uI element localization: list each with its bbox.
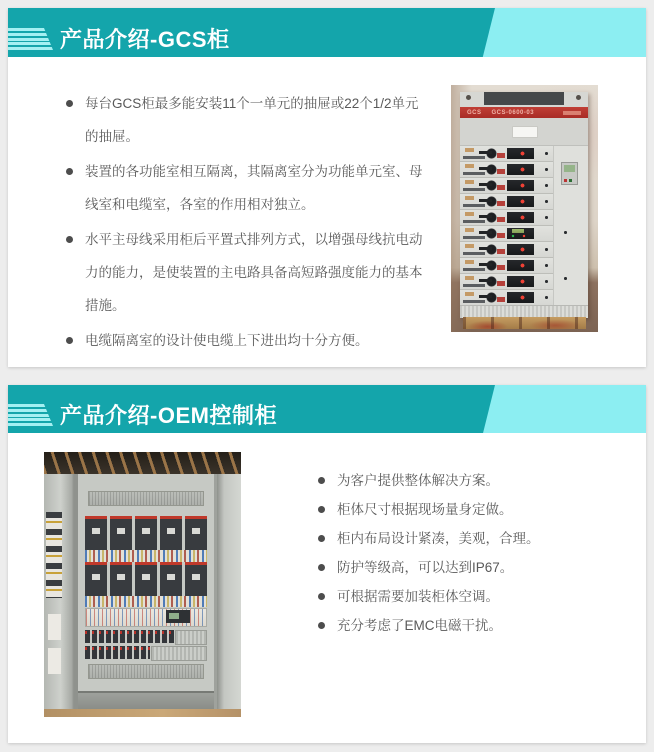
oem-panel-body: [8, 433, 646, 743]
oem-section: [8, 385, 646, 743]
header-diagonal-accent: [483, 8, 646, 57]
gcs-section-title: 产品介绍-GCS柜: [60, 27, 230, 52]
door-labels: [48, 614, 61, 640]
oem-bullet: 防护等级高，可以达到IP67。: [316, 553, 606, 582]
speed-lines-icon: [8, 28, 53, 50]
drawer-row: [460, 178, 553, 194]
gcs-bullet: 水平主母线采用柜后平置式排列方式，以增强母线抗电动力的能力，是使装置的主电路具备高短路强度能力的基本措施。: [64, 223, 426, 322]
wooden-pallet: [463, 317, 586, 329]
nameplate-maker-mark: [563, 111, 581, 115]
oem-cabinet-photo: [44, 452, 241, 717]
vfd-drive-row: [85, 516, 207, 550]
gcs-cabinet-photo: [451, 85, 598, 332]
gcs-section: [8, 8, 646, 367]
cabinet-base: [78, 691, 214, 709]
oem-bullet: 充分考虑了EMC电磁干扰。: [316, 611, 606, 640]
plc-module: [166, 610, 190, 623]
wiring-strip: [85, 550, 207, 562]
gcs-cabinet: [460, 92, 588, 318]
drawer-row: [460, 146, 553, 162]
oem-bullet: 柜内布局设计紧凑，美观，合理。: [316, 524, 606, 553]
din-rail-spare: [151, 646, 207, 661]
cabinet-main: [460, 146, 588, 305]
drawer-row: [460, 274, 553, 290]
relay-din-rail: [85, 646, 150, 659]
nameplate-model: GCS-0600-03: [491, 109, 535, 116]
oem-header-band: [8, 385, 646, 433]
gcs-bullet: 每台GCS柜最多能安装11个一单元的抽屉或22个1/2单元的抽屉。: [64, 87, 426, 153]
terminal-block-row: [85, 608, 207, 627]
drawer-row: [460, 162, 553, 178]
gcs-header-band: [8, 8, 646, 57]
cabinet-side-column: [553, 146, 588, 305]
oem-bullet: 可根据需要加装柜体空调。: [316, 582, 606, 611]
cabinet-interior: [74, 474, 217, 709]
wooden-floor: [44, 709, 241, 717]
gcs-bullet: 装置的各功能室相互隔离，其隔离室分为功能单元室、母线室和电缆室，各室的作用相对独立。: [64, 155, 426, 221]
wiring-strip: [85, 596, 207, 607]
cabinet-header-panel: [460, 118, 588, 146]
cable-duct-bottom: [88, 664, 204, 679]
gcs-bullet-list: [64, 87, 426, 359]
gcs-bullet: 电缆隔离室的设计使电缆上下进出均十分方便。: [64, 324, 426, 357]
header-diagonal-accent: [483, 385, 646, 433]
oem-bullet: 为客户提供整体解决方案。: [316, 466, 606, 495]
gcs-panel-body: [8, 57, 646, 367]
drawer-row: [460, 210, 553, 226]
din-rail-spare: [175, 630, 207, 645]
drawer-row: [460, 194, 553, 210]
oem-section-title: 产品介绍-OEM控制柜: [60, 403, 277, 428]
drawer-stack: [460, 146, 553, 305]
drawer-row: [460, 290, 553, 306]
door-mounted-components: [46, 512, 62, 598]
drawer-row: [460, 242, 553, 258]
speed-lines-icon: [8, 404, 53, 426]
drawer-row: [460, 258, 553, 274]
panel-meter: [561, 162, 578, 185]
cabinet-nameplate: [460, 107, 588, 118]
cabinet-top: [460, 92, 588, 107]
left-door: [44, 474, 74, 709]
oem-bullet: 柜体尺寸根据现场量身定做。: [316, 495, 606, 524]
vfd-drive-row: [85, 562, 207, 596]
oem-bullet-list: [316, 466, 606, 640]
relay-din-rail: [85, 630, 174, 643]
cable-duct-top: [88, 491, 204, 506]
nameplate-brand: GCS: [467, 109, 482, 116]
right-door: [217, 474, 241, 709]
drawer-row-with-display: [460, 226, 553, 242]
